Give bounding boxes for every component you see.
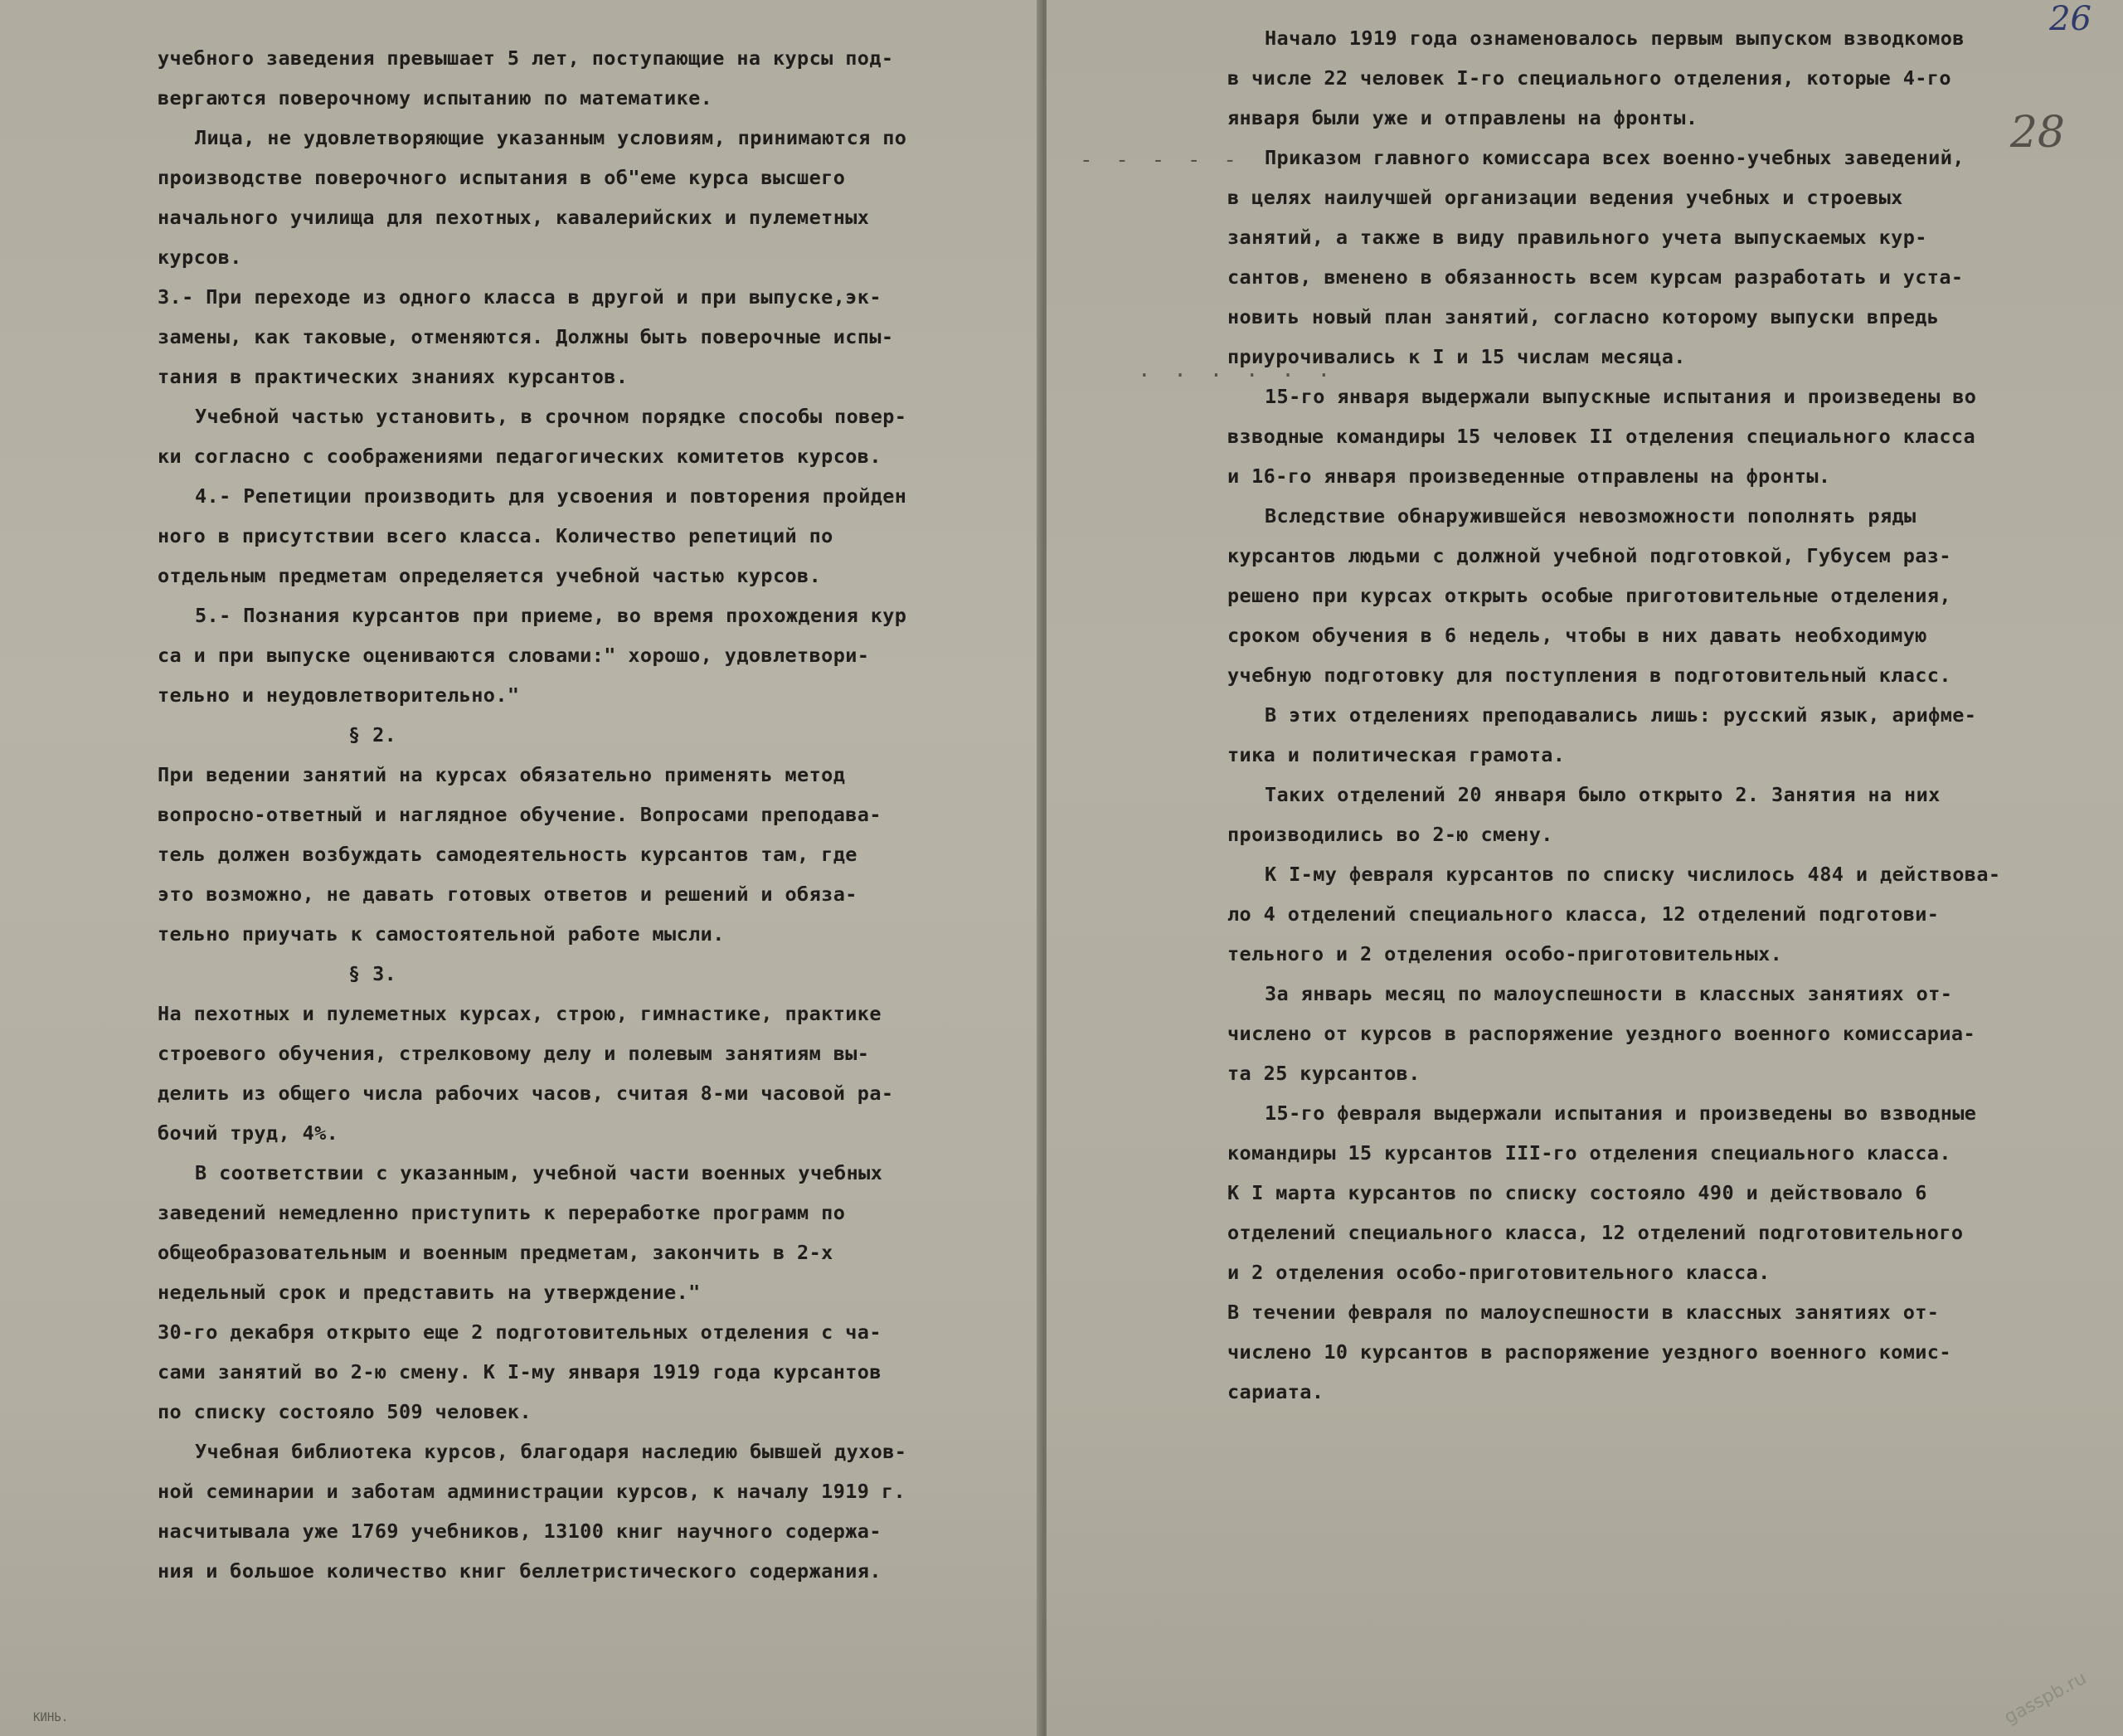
text-line: 4.- Репетиции производить для усвоения и повторения пройден — [195, 484, 907, 508]
text-line: в числе 22 человек I-го специального отделения, которые 4-го — [1227, 66, 1951, 90]
handwritten-folio-mark: 28 — [2009, 108, 2065, 158]
text-line: командиры 15 курсантов III-го отделения специального класса. — [1227, 1141, 1951, 1165]
text-line: Учебной частью установить, в срочном порядке способы повер- — [195, 405, 907, 428]
text-line: курсов. — [158, 246, 242, 269]
archive-footer-mark: КИНЬ. — [33, 1711, 69, 1724]
text-line: сантов, вменено в обязанность всем курсам разработать и уста- — [1227, 265, 1964, 289]
text-line: 5.- Познания курсантов при приеме, во время прохождения кур — [195, 604, 907, 627]
folio-number: 26 — [2049, 0, 2091, 38]
watermark: gasspb.ru — [2000, 1667, 2090, 1729]
right-page-text — [1227, 18, 2098, 1412]
text-line: приурочивались к I и 15 числам месяца. — [1227, 345, 1686, 368]
text-line: ной семинарии и заботам администрации курсов, к началу 1919 г. — [158, 1480, 906, 1503]
text-line: тельно и неудовлетворительно." — [158, 683, 520, 707]
text-line: и 2 отделения особо-приготовительного класса. — [1227, 1261, 1771, 1284]
text-line: тель должен возбуждать самодеятельность курсантов там, где — [158, 843, 857, 866]
text-line: тания в практических знаниях курсантов. — [158, 365, 629, 388]
text-line: Приказом главного комиссара всех военно-учебных заведений, — [1265, 146, 1965, 169]
text-line: тельного и 2 отделения особо-приготовительных. — [1227, 942, 1783, 965]
text-line: та 25 курсантов. — [1227, 1062, 1421, 1085]
text-line: замены, как таковые, отменяются. Должны быть поверочные испы- — [158, 325, 894, 348]
text-line: 30-го декабря открыто еще 2 подготовительных отделения с ча- — [158, 1320, 882, 1344]
text-line: сариата. — [1227, 1380, 1324, 1403]
text-line: в целях наилучшей организации ведения учебных и строевых — [1227, 186, 1903, 209]
text-line: и 16-го января произведенные отправлены на фронты. — [1227, 464, 1831, 488]
text-line: вопросно-ответный и наглядное обучение. Вопросами преподава- — [158, 803, 882, 826]
text-line: са и при выпуске оцениваются словами:" хорошо, удовлетвори- — [158, 644, 870, 667]
text-line: Учебная библиотека курсов, благодаря наследию бывшей духов- — [195, 1440, 907, 1463]
text-line: января были уже и отправлены на фронты. — [1227, 106, 1698, 129]
text-line: 15-го февраля выдержали испытания и произведены во взводные — [1265, 1101, 1977, 1125]
text-line: ки согласно с соображениями педагогических комитетов курсов. — [158, 445, 882, 468]
text-line: В соответствии с указанным, учебной части военных учебных — [195, 1161, 883, 1184]
margin-dashes: - - - - - — [1080, 148, 1241, 173]
text-line: тика и политическая грамота. — [1227, 743, 1566, 766]
left-page — [0, 0, 1041, 1736]
text-line: новить новый план занятий, согласно которому выпуски впредь — [1227, 305, 1940, 328]
text-line: 3.- При переходе из одного класса в другой и при выпуске,эк- — [158, 285, 882, 309]
text-line: числено 10 курсантов в распоряжение уездного военного комис- — [1227, 1340, 1951, 1364]
text-line: Таких отделений 20 января было открыто 2. Занятия на них — [1265, 783, 1941, 806]
section-heading: § 2. — [348, 723, 397, 746]
text-line: ния и большое количество книг беллетристического содержания. — [158, 1559, 882, 1583]
text-line: насчитывала уже 1769 учебников, 13100 книг научного содержа- — [158, 1520, 882, 1543]
text-line: учебного заведения превышает 5 лет, поступающие на курсы под- — [158, 46, 894, 70]
text-line: по списку состояло 509 человек. — [158, 1400, 532, 1423]
text-line: заведений немедленно приступить к переработке программ по — [158, 1201, 846, 1224]
text-line: отделений специального класса, 12 отделений подготовительного — [1227, 1221, 1964, 1244]
text-line: производстве поверочного испытания в об"еме курса высшего — [158, 166, 846, 189]
text-line: отдельным предметам определяется учебной частью курсов. — [158, 564, 822, 587]
text-line: сами занятий во 2-ю смену. К I-му января 1919 года курсантов — [158, 1360, 882, 1383]
right-page — [1047, 0, 2123, 1736]
text-line: В этих отделениях преподавались лишь: русский язык, арифме- — [1265, 703, 1977, 727]
text-line: 15-го января выдержали выпускные испытания и произведены во — [1265, 385, 1977, 408]
left-page-text — [158, 38, 1020, 1591]
margin-dots: · · · · · · — [1138, 363, 1336, 388]
text-line: это возможно, не давать готовых ответов и решений и обяза- — [158, 883, 857, 906]
text-line: решено при курсах открыть особые приготовительные отделения, — [1227, 584, 1951, 607]
text-line: тельно приучать к самостоятельной работе мысли. — [158, 922, 725, 946]
text-line: бочий труд, 4%. — [158, 1121, 339, 1145]
text-line: занятий, а также в виду правильного учета выпускаемых кур- — [1227, 226, 1927, 249]
text-line: Лица, не удовлетворяющие указанным условиям, принимаются по — [195, 126, 907, 149]
text-line: ло 4 отделений специального класса, 12 отделений подготови- — [1227, 902, 1940, 926]
text-line: учебную подготовку для поступления в подготовительный класс. — [1227, 664, 1951, 687]
text-line: В течении февраля по малоуспешности в классных занятиях от- — [1227, 1301, 1940, 1324]
text-line: вергаются поверочному испытанию по математике. — [158, 86, 713, 109]
text-line: курсантов людьми с должной учебной подготовкой, Губусем раз- — [1227, 544, 1951, 567]
section-heading: § 3. — [348, 962, 397, 985]
text-line: К I марта курсантов по списку состояло 490 и действовало 6 — [1227, 1181, 1927, 1204]
text-line: ного в присутствии всего класса. Количество репетиций по — [158, 524, 833, 547]
text-line: числено от курсов в распоряжение уездного военного комиссариа- — [1227, 1022, 1975, 1045]
text-line: При ведении занятий на курсах обязательно применять метод — [158, 763, 846, 786]
text-line: общеобразовательным и военным предметам, закончить в 2-х — [158, 1241, 833, 1264]
text-line: За январь месяц по малоуспешности в классных занятиях от- — [1265, 982, 1953, 1005]
text-line: делить из общего числа рабочих часов, считая 8-ми часовой ра- — [158, 1082, 894, 1105]
text-line: Начало 1919 года ознаменовалось первым выпуском взводкомов — [1265, 27, 1965, 50]
text-line: Вследствие обнаружившейся невозможности пополнять ряды — [1265, 504, 1917, 528]
text-line: строевого обучения, стрелковому делу и полевым занятиям вы- — [158, 1042, 870, 1065]
text-line: начального училища для пехотных, кавалерийских и пулеметных — [158, 206, 870, 229]
text-line: сроком обучения в 6 недель, чтобы в них давать необходимую — [1227, 624, 1927, 647]
text-line: производились во 2-ю смену. — [1227, 823, 1553, 846]
text-line: К I-му февраля курсантов по списку числилось 484 и действова- — [1265, 863, 2001, 886]
text-line: взводные командиры 15 человек II отделения специального класса — [1227, 425, 1975, 448]
text-line: На пехотных и пулеметных курсах, строю, гимнастике, практике — [158, 1002, 882, 1025]
text-line: недельный срок и представить на утверждение." — [158, 1281, 701, 1304]
